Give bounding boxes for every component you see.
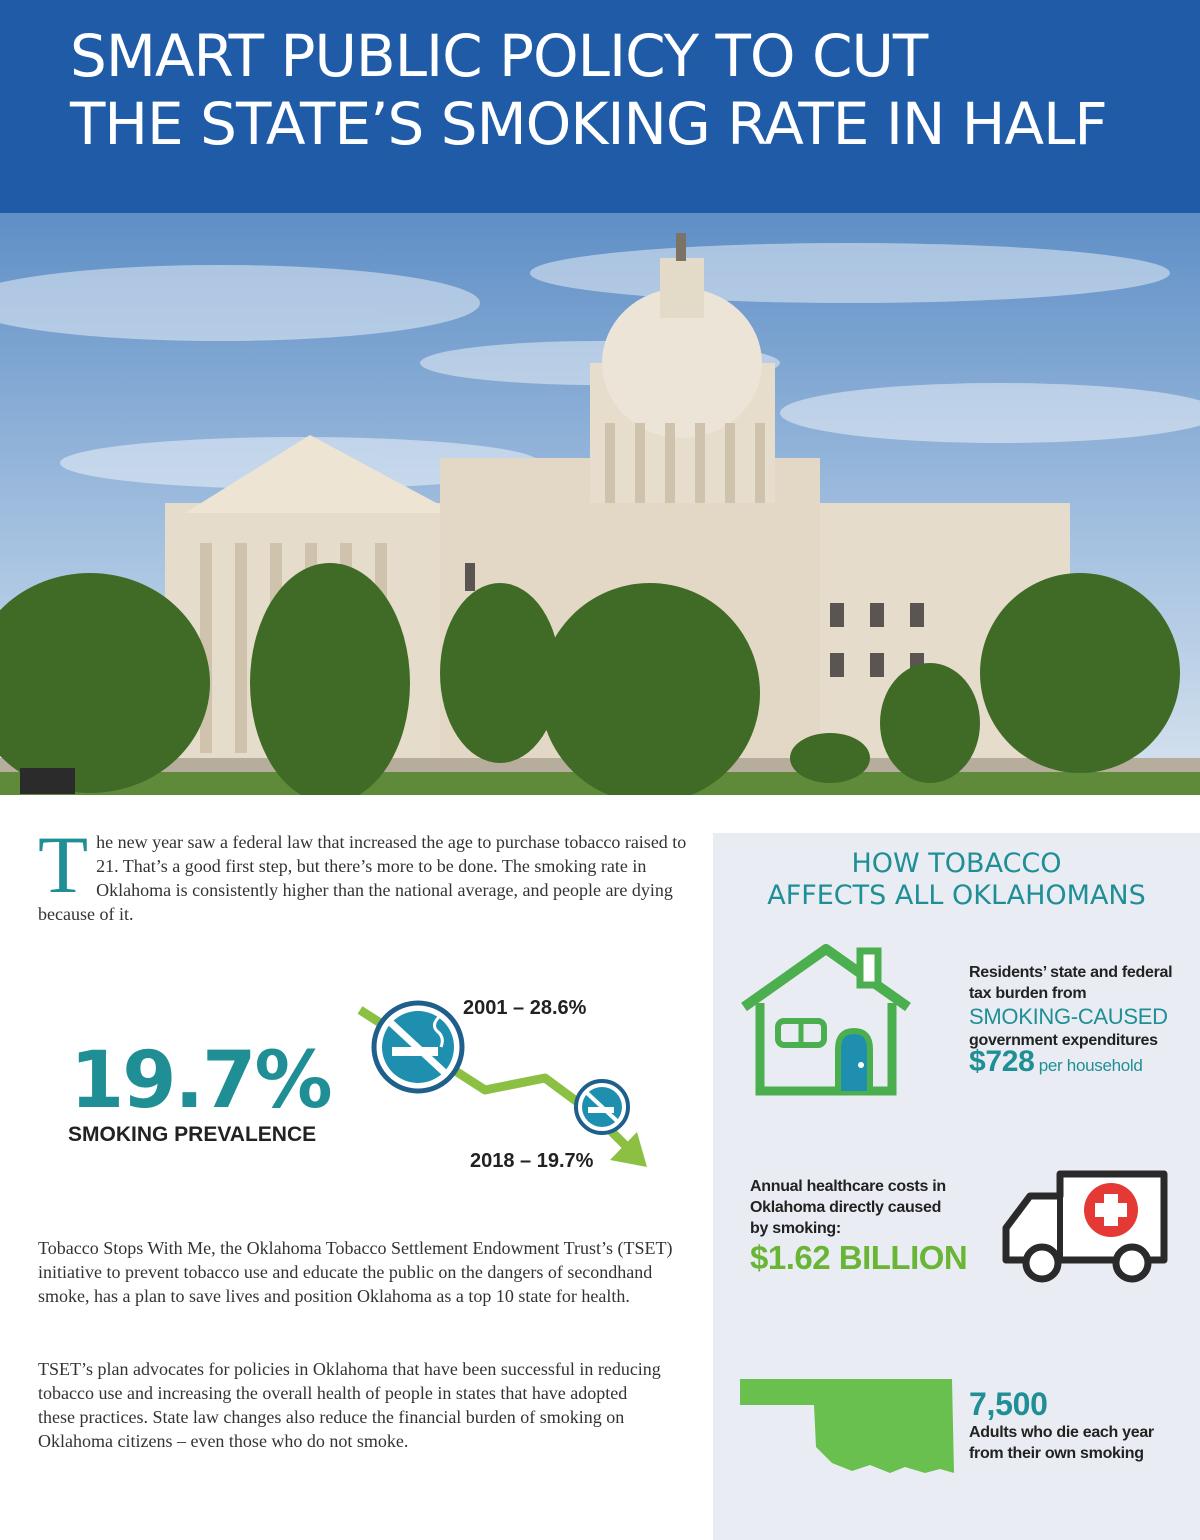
prevalence-value: 19.7%: [70, 1036, 331, 1126]
intro-text: he new year saw a federal law that increased the age to purchase tobacco raised to 21. That’s a good first step, but there’s more to be done. The smoking rate in Oklahoma is consistently higher than the national average, and people are dying because of it.: [38, 832, 687, 924]
ambulance-icon: [1000, 1168, 1172, 1286]
intro-paragraph: [38, 819, 688, 926]
deaths-line-2: from their own smoking: [969, 1445, 1144, 1462]
drop-cap: T: [38, 819, 89, 910]
oklahoma-map-icon: [740, 1377, 955, 1475]
paragraph-plan: TSET’s plan advocates for policies in Oklahoma that have been successful in reducing tobacco use and increasing the overall health of people in states that have adopted these practices. State law changes also reduce the financial burden of smoking on Oklahoma citizens – even those who do not smoke.: [38, 1359, 661, 1451]
health-amount: $1.62 BILLION: [750, 1239, 968, 1276]
prevalence-label: SMOKING PREVALENCE: [68, 1123, 317, 1146]
deaths-number: 7,500: [969, 1386, 1048, 1422]
tax-line-1: Residents’ state and federal: [969, 964, 1173, 981]
tax-line-2: tax burden from: [969, 985, 1087, 1002]
deaths-line-1: Adults who die each year: [969, 1424, 1154, 1441]
tax-unit: per household: [1038, 1056, 1143, 1075]
prevalence-trend-graphic: [355, 995, 655, 1175]
paragraph-tset: Tobacco Stops With Me, the Oklahoma Tobacco Settlement Endowment Trust’s (TSET) initiative to prevent tobacco use and educate the public on the dangers of secondhand smoke, has a plan to save lives and position Oklahoma as a top 10 state for health.: [38, 1238, 673, 1306]
year-2018-label: 2018 – 19.7%: [470, 1150, 594, 1172]
title-line-2: THE STATE’S SMOKING RATE IN HALF: [70, 90, 1107, 158]
header-banner: [0, 0, 1200, 213]
no-smoking-icon: [374, 1003, 462, 1091]
panel-title-line-1: HOW TOBACCO: [851, 848, 1062, 879]
house-icon: [740, 943, 912, 1096]
title-line-1: SMART PUBLIC POLICY TO CUT: [70, 22, 928, 90]
tax-caps: SMOKING-CAUSED: [969, 1004, 1168, 1029]
deaths-stat: [969, 1386, 1154, 1464]
tax-burden-stat: [969, 962, 1172, 1077]
year-2001-label: 2001 – 28.6%: [463, 997, 587, 1019]
healthcare-cost-stat: [750, 1176, 968, 1276]
health-line-2: Oklahoma directly caused: [750, 1199, 942, 1216]
health-line-1: Annual healthcare costs in: [750, 1178, 946, 1195]
capitol-photo: [0, 213, 1200, 795]
health-line-3: by smoking:: [750, 1220, 841, 1237]
panel-title: [713, 848, 1200, 912]
panel-title-line-2: AFFECTS ALL OKLAHOMANS: [767, 880, 1146, 911]
tax-line-3: government expenditures: [969, 1032, 1158, 1049]
page-title: [70, 22, 1107, 158]
tax-amount: $728: [969, 1045, 1035, 1078]
no-smoking-icon-small: [576, 1081, 628, 1133]
